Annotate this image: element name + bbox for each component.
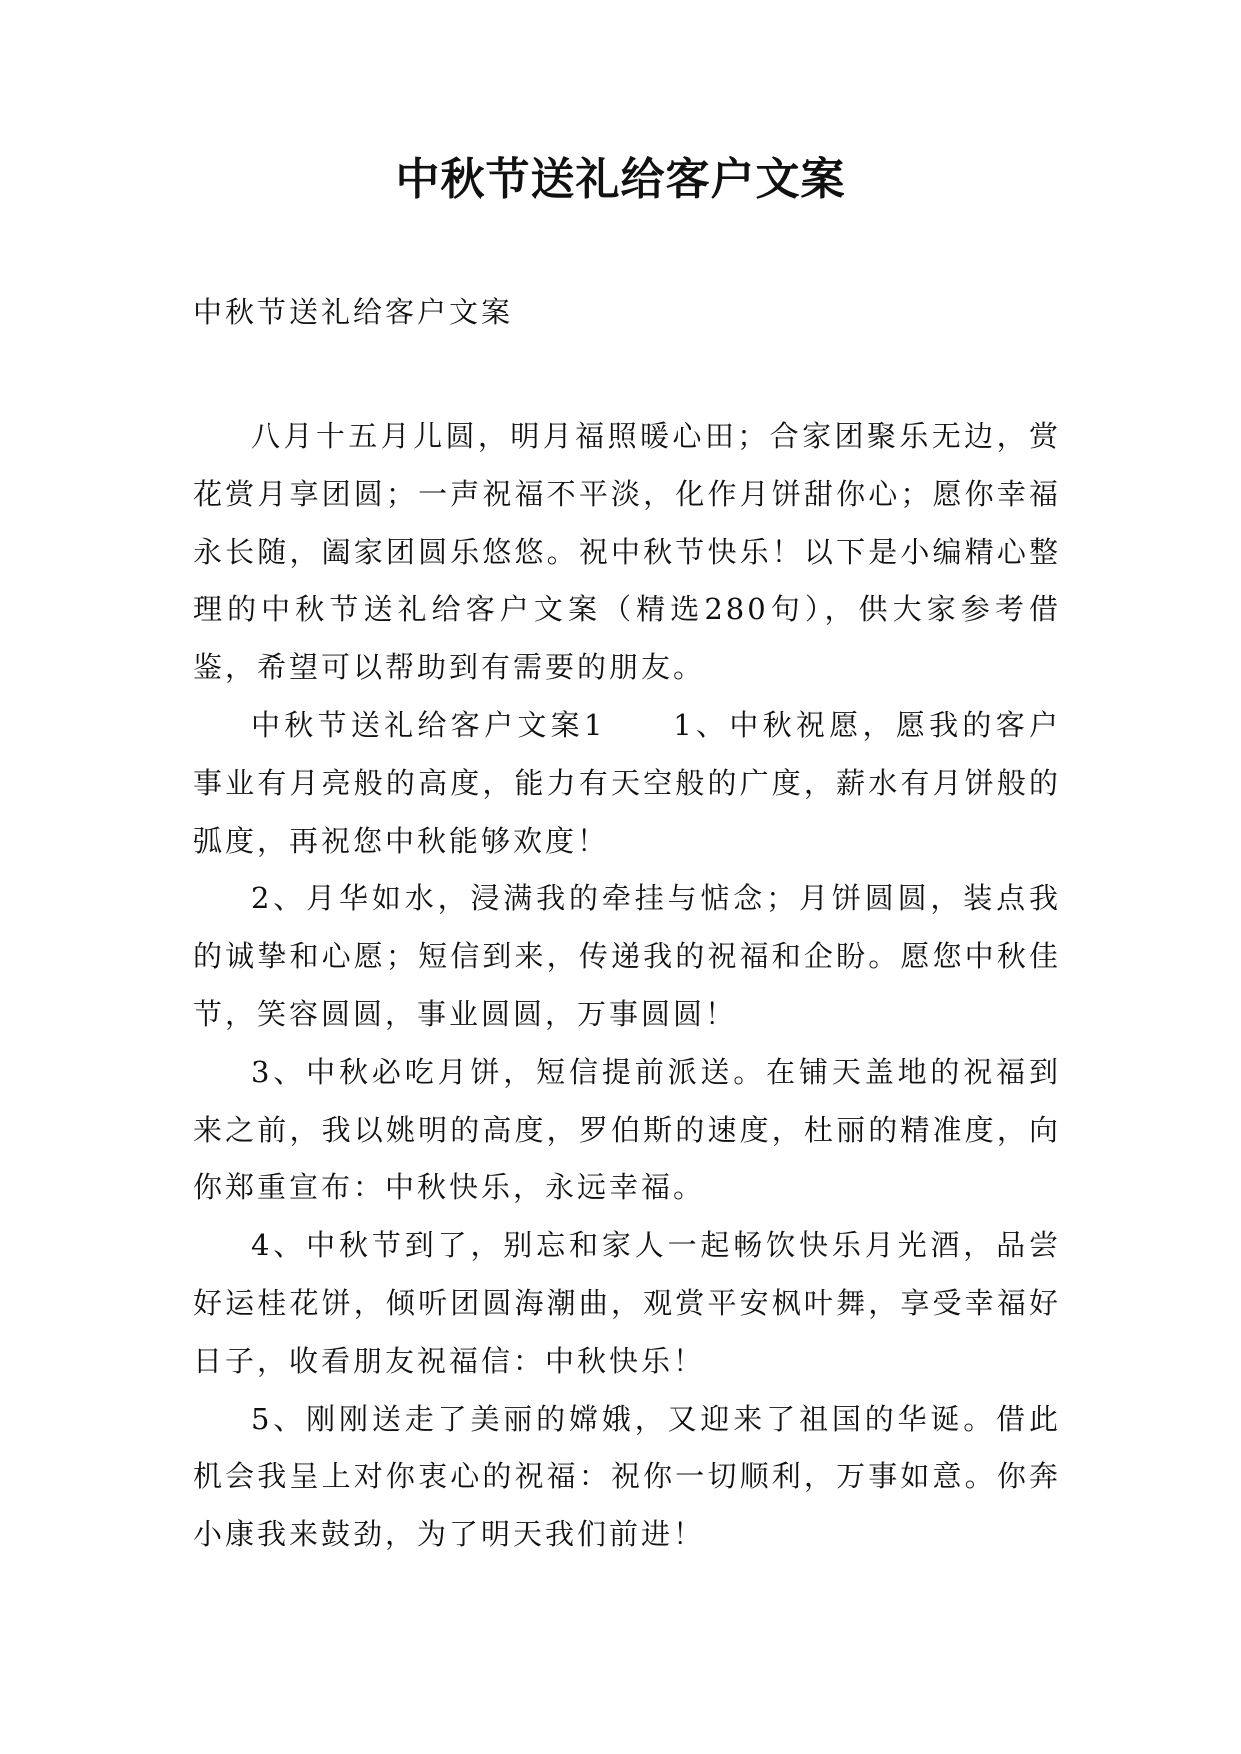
document-subtitle: 中秋节送礼给客户文案	[193, 295, 514, 329]
paragraph-item-2: 2、月华如水，浸满我的牵挂与惦念；月饼圆圆，装点我的诚挚和心愿；短信到来，传递我的祝福和企盼。愿您中秋佳节，笑容圆圆，事业圆圆，万事圆圆！	[193, 881, 1061, 1031]
paragraph-item-4: 4、中秋节到了，别忘和家人一起畅饮快乐月光酒，品尝好运桂花饼，倾听团圆海潮曲，观赏平安枫叶舞，享受幸福好日子，收看朋友祝福信：中秋快乐！	[193, 1228, 1061, 1378]
paragraph-section-1: 中秋节送礼给客户文案1 1、中秋祝愿，愿我的客户事业有月亮般的高度，能力有天空般的广度，薪水有月饼般的弧度，再祝您中秋能够欢度！	[193, 707, 1061, 858]
paragraph-intro: 八月十五月儿圆，明月福照暖心田；合家团聚乐无边，赏花赏月享团圆；一声祝福不平淡，化作月饼甜你心；愿你幸福永长随，阖家团圆乐悠悠。祝中秋节快乐！以下是小编精心整理的中秋节送礼给客户文案（精选280句），供大家参考借鉴，希望可以帮助到有需要的朋友。	[193, 419, 1061, 685]
document-body	[193, 408, 1061, 1564]
paragraph-item-3: 3、中秋必吃月饼，短信提前派送。在铺天盖地的祝福到来之前，我以姚明的高度，罗伯斯的速度，杜丽的精准度，向你郑重宣布：中秋快乐，永远幸福。	[193, 1054, 1061, 1205]
document-title: 中秋节送礼给客户文案	[395, 154, 846, 205]
paragraph-item-5: 5、刚刚送走了美丽的嫦娥，又迎来了祖国的华诞。借此机会我呈上对你衷心的祝福：祝你一切顺利，万事如意。你奔小康我来鼓劲，为了明天我们前进！	[193, 1401, 1061, 1552]
